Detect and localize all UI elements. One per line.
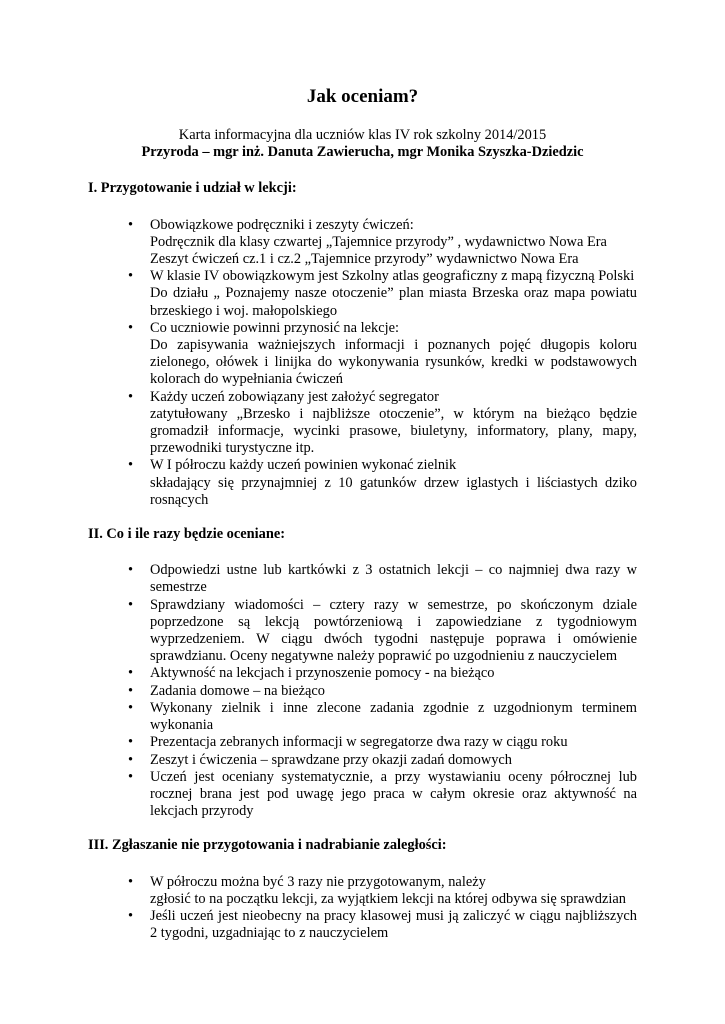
- section-3-list: [88, 874, 637, 943]
- list-item: [128, 907, 637, 942]
- bullet-icon: •: [128, 319, 134, 336]
- bullet-icon: •: [128, 751, 134, 768]
- bullet-icon: •: [128, 596, 134, 613]
- list-item-text: W I półroczu każdy uczeń powinien wykonać zielnik: [150, 457, 457, 474]
- list-item: [128, 319, 637, 389]
- bullet-icon: •: [128, 216, 134, 233]
- list-item-text: Co uczniowie powinni przynosić na lekcje:: [150, 319, 399, 336]
- bullet-icon: •: [128, 562, 134, 579]
- list-item-text: Zeszyt i ćwiczenia – sprawdzane przy okazji zadań domowych: [150, 751, 513, 768]
- list-item-text: Wykonany zielnik i inne zlecone zadania zgodnie z uzgodnionym terminem wykonania: [150, 699, 637, 734]
- list-item: [128, 699, 637, 734]
- list-item: [128, 734, 637, 751]
- list-item-text: W półroczu można być 3 razy nie przygotowanym, należy: [150, 873, 486, 890]
- list-item-text: Aktywność na lekcjach i przynoszenie pomocy - na bieżąco: [150, 665, 495, 682]
- list-item-text: W klasie IV obowiązkowym jest Szkolny atlas geograficzny z mapą fizyczną Polski: [150, 268, 635, 285]
- list-item-detail: Zeszyt ćwiczeń cz.1 i cz.2 „Tajemnice przyrody” wydawnictwo Nowa Era: [150, 251, 579, 268]
- list-item: [128, 682, 637, 700]
- list-item: [128, 388, 637, 458]
- bullet-icon: •: [128, 268, 134, 285]
- section-1-list: [88, 217, 637, 509]
- bullet-icon: •: [128, 457, 134, 474]
- list-item-text: Każdy uczeń zobowiązany jest założyć segregator: [150, 388, 439, 405]
- bullet-icon: •: [128, 768, 134, 785]
- list-item: [128, 596, 637, 666]
- list-item-text: Sprawdziany wiadomości – cztery razy w semestrze, po skończonym dziale poprzedzone są lekcją powtórzeniową i zapowiedziane z tygodniowym wyprzedzeniem. W ciągu dwóch tygodni następuje poprawa i omówienie sprawdzianu. Oceny negatywne należy poprawić po uzgodnieniu z nauczycielem: [150, 596, 637, 665]
- list-item-detail: zatytułowany „Brzesko i najbliższe otoczenie”, w którym na bieżąco będzie gromadził informacje, wycinki prasowe, biuletyny, informatory, plany, mapy, przewodniki turystyczne itp.: [150, 405, 637, 457]
- bullet-icon: •: [128, 682, 134, 699]
- list-item: [128, 873, 637, 908]
- bullet-icon: •: [128, 388, 134, 405]
- authors: Przyroda – mgr inż. Danuta Zawierucha, mgr Monika Szyszka-Dziedzic: [141, 144, 584, 161]
- list-item-text: Zadania domowe – na bieżąco: [150, 682, 326, 699]
- section-1-heading: I. Przygotowanie i udział w lekcji:: [88, 180, 297, 197]
- list-item: [128, 768, 637, 821]
- list-item: [128, 268, 637, 320]
- list-item-text: Prezentacja zebranych informacji w segregatorze dwa razy w ciągu roku: [150, 734, 568, 751]
- section-2-heading: II. Co i ile razy będzie oceniane:: [88, 526, 286, 543]
- list-item-detail: Podręcznik dla klasy czwartej „Tajemnice przyrody” , wydawnictwo Nowa Era: [150, 233, 607, 250]
- list-item: [128, 751, 637, 769]
- section-3-heading: III. Zgłaszanie nie przygotowania i nadrabianie zaległości:: [88, 837, 447, 854]
- list-item: [128, 562, 637, 596]
- list-item-detail: składający się przynajmniej z 10 gatunków drzew iglastych i liściastych dziko rosnących: [150, 474, 637, 508]
- section-2-list: [88, 562, 637, 820]
- list-item-detail: Do zapisywania ważniejszych informacji i poznanych pojęć długopis koloru zielonego, ołówek i linijka do wykonywania rysunków, kredki w podstawowych kolorach do wypełniania ćwiczeń: [150, 337, 637, 388]
- list-item: [128, 457, 637, 509]
- subtitle: Karta informacyjna dla uczniów klas IV rok szkolny 2014/2015: [178, 127, 547, 143]
- list-item: [128, 665, 637, 682]
- bullet-icon: •: [128, 665, 134, 682]
- bullet-icon: •: [128, 699, 134, 716]
- list-item-text: Jeśli uczeń jest nieobecny na pracy klasowej musi ją zaliczyć w ciągu najbliższych 2 tygodni, uzgadniając to z nauczycielem: [150, 907, 637, 942]
- list-item-detail: Do działu „ Poznajemy nasze otoczenie” plan miasta Brzeska oraz mapa powiatu brzeskiego i woj. małopolskiego: [150, 285, 637, 319]
- bullet-icon: •: [128, 734, 134, 751]
- list-item: [128, 216, 637, 269]
- bullet-icon: •: [128, 873, 134, 890]
- list-item-text: Uczeń jest oceniany systematycznie, a przy wystawianiu oceny półrocznej lub rocznej brana jest pod uwagę jego praca w całym okresie oraz aktywność na lekcjach przyrody: [150, 768, 637, 820]
- list-item-text: Odpowiedzi ustne lub kartkówki z 3 ostatnich lekcji – co najmniej dwa razy w semestrze: [150, 562, 637, 596]
- bullet-icon: •: [128, 907, 134, 924]
- list-item-text: Obowiązkowe podręczniki i zeszyty ćwiczeń:: [150, 216, 414, 233]
- list-item-detail: zgłosić to na początku lekcji, za wyjątkiem lekcji na której odbywa się sprawdzian: [150, 890, 626, 907]
- page-title: Jak oceniam?: [306, 86, 419, 107]
